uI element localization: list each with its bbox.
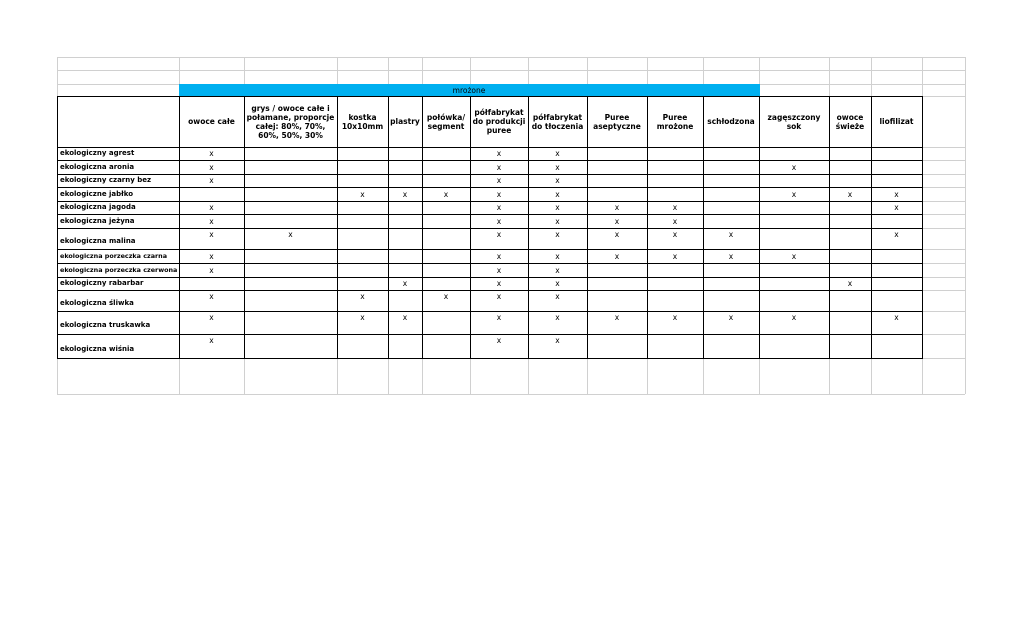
cell-mark[interactable]: x <box>555 266 560 275</box>
cell-mark[interactable]: x <box>555 190 560 199</box>
cell-mark[interactable]: x <box>555 230 560 239</box>
cell-mark[interactable]: x <box>209 252 214 261</box>
cell-mark[interactable]: x <box>791 163 797 172</box>
cell-mark[interactable]: x <box>496 266 502 275</box>
row-label[interactable]: ekologiczny czarny bez <box>60 176 152 184</box>
cell-mark[interactable]: x <box>614 203 620 212</box>
cell-mark[interactable]: x <box>360 292 365 301</box>
cell-mark[interactable]: x <box>672 313 678 322</box>
cell-mark[interactable]: x <box>555 252 560 261</box>
border-horizontal <box>57 277 923 278</box>
border-horizontal <box>57 290 923 291</box>
row-label[interactable]: ekologiczny agrest <box>60 149 135 157</box>
cell-mark[interactable]: x <box>894 190 899 199</box>
border-horizontal <box>57 334 923 335</box>
cell-mark[interactable]: x <box>443 190 449 199</box>
column-header[interactable]: liofilizat <box>879 117 914 126</box>
cell-mark[interactable]: x <box>496 190 502 199</box>
row-label[interactable]: ekologiczna porzeczka czarna <box>60 252 168 260</box>
column-header[interactable]: połówka/ segment <box>426 112 466 131</box>
gridline-horizontal <box>57 394 965 395</box>
cell-mark[interactable]: x <box>614 217 620 226</box>
cell-mark[interactable]: x <box>496 292 502 301</box>
border-horizontal <box>57 174 923 175</box>
cell-mark[interactable]: x <box>496 163 502 172</box>
cell-mark[interactable]: x <box>496 217 502 226</box>
cell-mark[interactable]: x <box>555 279 560 288</box>
row-label[interactable]: ekologiczna śliwka <box>60 299 134 307</box>
border-horizontal <box>57 214 923 215</box>
cell-mark[interactable]: x <box>894 203 899 212</box>
cell-mark[interactable]: x <box>791 190 797 199</box>
cell-mark[interactable]: x <box>614 313 620 322</box>
cell-mark[interactable]: x <box>209 336 214 345</box>
column-header[interactable]: Puree aseptyczne <box>593 112 641 131</box>
column-header[interactable]: Puree mrożone <box>656 112 694 131</box>
cell-mark[interactable]: x <box>209 163 214 172</box>
column-header[interactable]: półfabrykat do produkcji puree <box>472 108 526 135</box>
border-horizontal <box>57 263 923 264</box>
cell-mark[interactable]: x <box>209 266 214 275</box>
cell-mark[interactable]: x <box>402 190 408 199</box>
cell-mark[interactable]: x <box>402 279 408 288</box>
cell-mark[interactable]: x <box>288 230 293 239</box>
cell-mark[interactable]: x <box>496 252 502 261</box>
cell-mark[interactable]: x <box>728 313 734 322</box>
cell-mark[interactable]: x <box>555 203 560 212</box>
cell-mark[interactable]: x <box>672 203 678 212</box>
cell-mark[interactable]: x <box>847 190 853 199</box>
column-header[interactable]: półfabrykat do tłoczenia <box>531 112 584 131</box>
cell-mark[interactable]: x <box>209 149 214 158</box>
cell-mark[interactable]: x <box>614 230 620 239</box>
cell-mark[interactable]: x <box>894 230 899 239</box>
cell-mark[interactable]: x <box>791 252 797 261</box>
gridline-vertical <box>965 57 966 394</box>
cell-mark[interactable]: x <box>496 279 502 288</box>
cell-mark[interactable]: x <box>555 163 560 172</box>
cell-mark[interactable]: x <box>209 217 214 226</box>
cell-mark[interactable]: x <box>555 336 560 345</box>
border-horizontal <box>57 187 923 188</box>
cell-mark[interactable]: x <box>555 292 560 301</box>
cell-mark[interactable]: x <box>496 203 502 212</box>
row-label[interactable]: ekologiczna wiśnia <box>60 345 135 353</box>
cell-mark[interactable]: x <box>496 230 502 239</box>
cell-mark[interactable]: x <box>672 230 678 239</box>
cell-mark[interactable]: x <box>209 176 214 185</box>
column-header[interactable]: schłodzona <box>707 117 755 126</box>
row-label[interactable]: ekologiczna jagoda <box>60 203 136 211</box>
cell-mark[interactable]: x <box>791 313 797 322</box>
cell-mark[interactable]: x <box>555 313 560 322</box>
cell-mark[interactable]: x <box>443 292 449 301</box>
border-horizontal <box>57 201 923 202</box>
cell-mark[interactable]: x <box>209 292 214 301</box>
row-label[interactable]: ekologiczne jabłko <box>60 190 134 198</box>
cell-mark[interactable]: x <box>555 217 560 226</box>
cell-mark[interactable]: x <box>496 336 502 345</box>
cell-mark[interactable]: x <box>496 149 502 158</box>
gridline-horizontal <box>57 70 965 71</box>
row-label[interactable]: ekologiczny rabarbar <box>60 279 144 287</box>
column-header[interactable]: owoce świeże <box>835 112 865 131</box>
row-label[interactable]: ekologiczna jeżyna <box>60 217 135 225</box>
cell-mark[interactable]: x <box>496 313 502 322</box>
column-header[interactable]: zagęszczony sok <box>767 112 821 131</box>
row-label[interactable]: ekologiczna truskawka <box>60 321 151 329</box>
cell-mark[interactable]: x <box>894 313 899 322</box>
cell-mark[interactable]: x <box>360 313 365 322</box>
group-header-label[interactable]: mrożone <box>452 86 486 95</box>
border-horizontal <box>57 249 923 250</box>
border-horizontal <box>57 147 923 148</box>
column-header[interactable]: kostka 10x10mm <box>341 112 384 131</box>
cell-mark[interactable]: x <box>496 176 502 185</box>
gridline-horizontal <box>57 57 965 58</box>
border-horizontal <box>57 358 923 359</box>
cell-mark[interactable]: x <box>360 190 365 199</box>
row-label[interactable]: ekologiczna aronia <box>60 163 135 171</box>
cell-mark[interactable]: x <box>555 176 560 185</box>
cell-mark[interactable]: x <box>847 279 853 288</box>
column-header[interactable]: plastry <box>390 117 420 126</box>
cell-mark[interactable]: x <box>402 313 408 322</box>
column-header[interactable]: grys / owoce całe i połamane, proporcje całej: 80%, 70%, 60%, 50%, 30% <box>246 103 335 140</box>
row-label[interactable]: ekologiczna porzeczka czerwona <box>60 266 178 274</box>
cell-mark[interactable]: x <box>555 149 560 158</box>
border-horizontal <box>57 160 923 161</box>
border-horizontal <box>57 311 923 312</box>
cell-mark[interactable]: x <box>209 230 214 239</box>
row-label[interactable]: ekologiczna malina <box>60 237 136 245</box>
cell-mark[interactable]: x <box>728 230 734 239</box>
cell-mark[interactable]: x <box>672 252 678 261</box>
cell-mark[interactable]: x <box>209 203 214 212</box>
cell-mark[interactable]: x <box>209 313 214 322</box>
column-header[interactable]: owoce całe <box>188 117 235 126</box>
cell-mark[interactable]: x <box>728 252 734 261</box>
cell-mark[interactable]: x <box>672 217 678 226</box>
cell-mark[interactable]: x <box>614 252 620 261</box>
border-horizontal <box>57 228 923 229</box>
